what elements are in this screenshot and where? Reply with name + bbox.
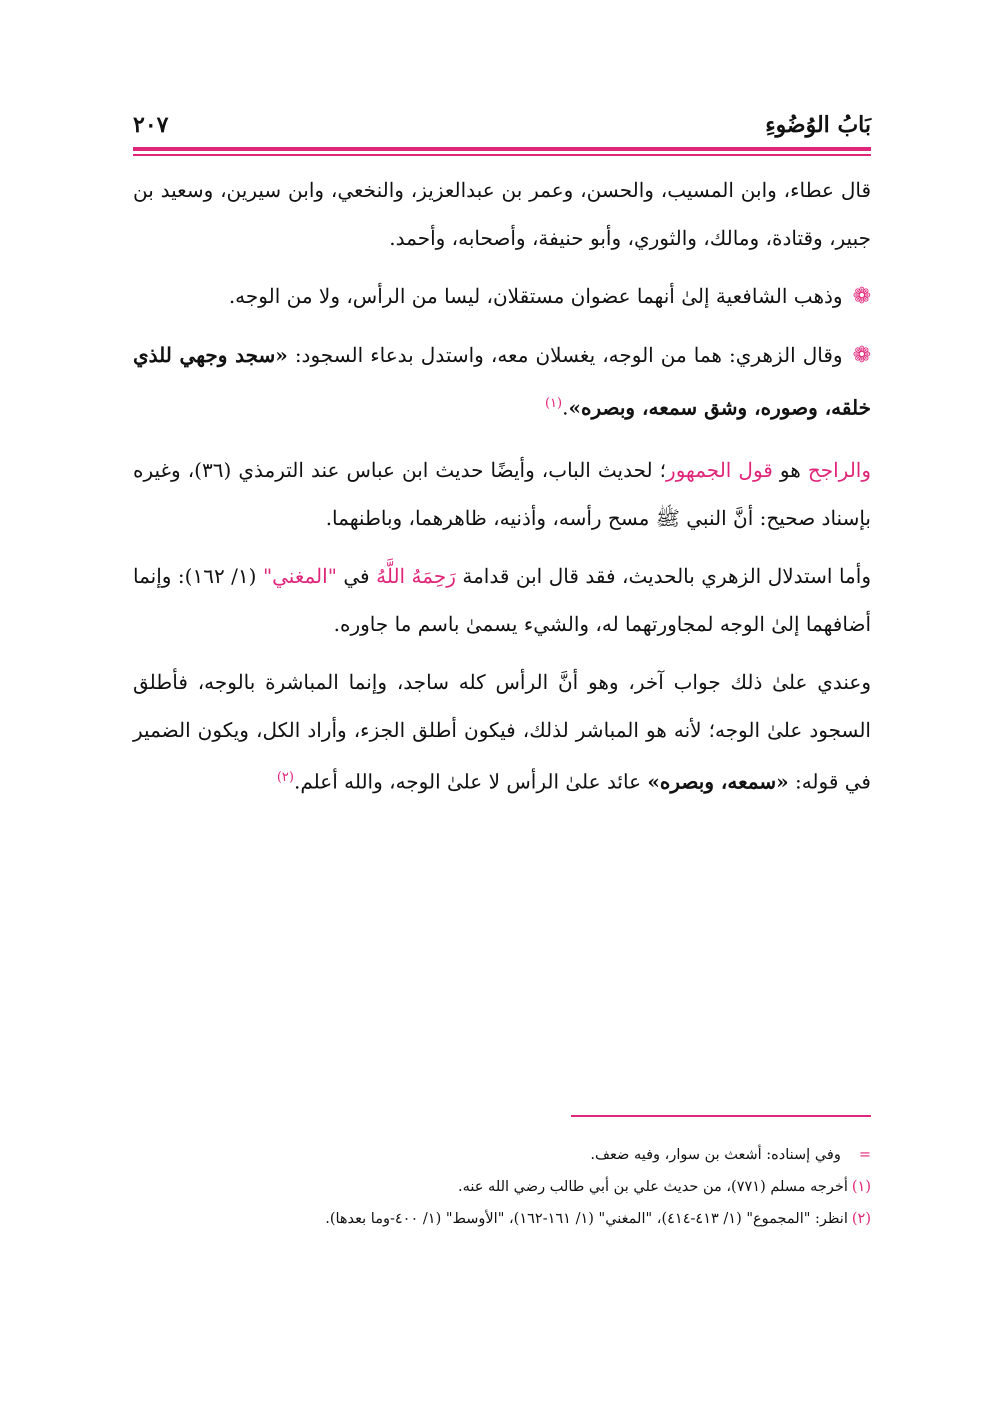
footnote-ref-2: (٢): [276, 769, 294, 785]
footnote-1-number: (١): [851, 1179, 871, 1195]
footnote-2-text: انظر: "المجموع" (١/ ٤١٣-٤١٤)، "المغني" (١/ ١٦١-١٦٢)، "الأوسط" (١/ ٤٠٠-وما بعدها).: [325, 1211, 848, 1227]
paragraph-6: [133, 658, 871, 806]
paragraph-5-text-c: (١/ ١٦٢): وإنما أضافهما إلىٰ الوجه لمجاورتهما له، والشيء يسمىٰ باسم ما جاوره.: [133, 563, 871, 636]
paragraph-2-text: وذهب الشافعية إلىٰ أنهما عضوان مستقلان، ليسا من الرأس، ولا من الوجه.: [228, 284, 843, 308]
hadith-quote: «سجد وجهي للذي خلقه، وصوره، وشق سمعه، وبصره»: [133, 343, 871, 420]
period: .: [562, 395, 569, 420]
rosette-icon: ❁: [852, 284, 871, 309]
paragraph-3: [133, 331, 871, 432]
rahimahu-allah-honorific: رَحِمَهُ اللَّهُ: [376, 563, 456, 588]
majority-opinion-label: قول الجمهور: [666, 457, 773, 482]
footnote-2-number: (٢): [851, 1211, 871, 1227]
footnote-1: [133, 1174, 871, 1200]
paragraph-5: [133, 552, 871, 648]
chapter-title: بَابُ الوُضُوءِ: [765, 112, 871, 138]
footnotes: [133, 1142, 871, 1238]
paragraph-5-text-a: وأما استدلال الزهري بالحديث، فقد قال ابن قدامة: [455, 563, 871, 588]
rosette-icon: ❁: [852, 343, 872, 368]
footnote-ref-1: (١): [544, 396, 563, 411]
header-rule-thin: [133, 154, 871, 156]
footnote-separator: [571, 1115, 871, 1117]
footnote-continuation-text: وفي إسناده: أشعث بن سوار، وفيه ضعف.: [590, 1147, 841, 1163]
page-header: [133, 108, 871, 148]
main-text: [133, 166, 871, 805]
rajih-label: والراجح: [807, 457, 872, 482]
paragraph-2: [133, 272, 871, 321]
paragraph-1: قال عطاء، وابن المسيب، والحسن، وعمر بن عبدالعزيز، والنخعي، وابن سيرين، وسعيد بن جبير، وقتادة، ومالك، والثوري، وأبو حنيفة، وأصحابه، وأحمد.: [133, 178, 871, 250]
paragraph-6-text-b: عائد علىٰ الرأس لا علىٰ الوجه، والله أعلم.: [293, 769, 648, 794]
paragraph-4: [133, 446, 871, 542]
paragraph-5-text-b: في: [336, 563, 377, 588]
paragraph-6-text-a: وعندي علىٰ ذلك جواب آخر، وهو أنَّ الرأس كله ساجد، وإنما المباشرة بالوجه، فأطلق السجود علىٰ الوجه؛ لأنه هو المباشر لذلك، فيكون أطلق الجزء، وأراد الكل، ويكون الضمير في قوله:: [133, 669, 871, 794]
footnote-continuation: [133, 1142, 871, 1168]
paragraph-3-text: وقال الزهري: هما من الوجه، يغسلان معه، واستدل بدعاء السجود:: [287, 343, 843, 367]
huwa-word: هو: [772, 457, 808, 482]
continuation-mark: =: [858, 1147, 871, 1163]
mughni-title: "المغني": [262, 563, 337, 588]
footnote-2: [133, 1206, 871, 1232]
page-number: ٢٠٧: [133, 112, 169, 138]
paragraph-4-text: ؛ لحديث الباب، وأيضًا حديث ابن عباس عند الترمذي (٣٦)، وغيره بإسناد صحيح: أنَّ النبي ﷺ مسح رأسه، وأذنيه، ظاهرهما، وباطنهما.: [133, 457, 871, 530]
header-rule-thick: [133, 147, 871, 151]
samihi-basarihi-quote: «سمعه، وبصره»: [647, 769, 789, 794]
footnote-1-text: أخرجه مسلم (٧٧١)، من حديث علي بن أبي طالب رضي الله عنه.: [458, 1179, 848, 1195]
